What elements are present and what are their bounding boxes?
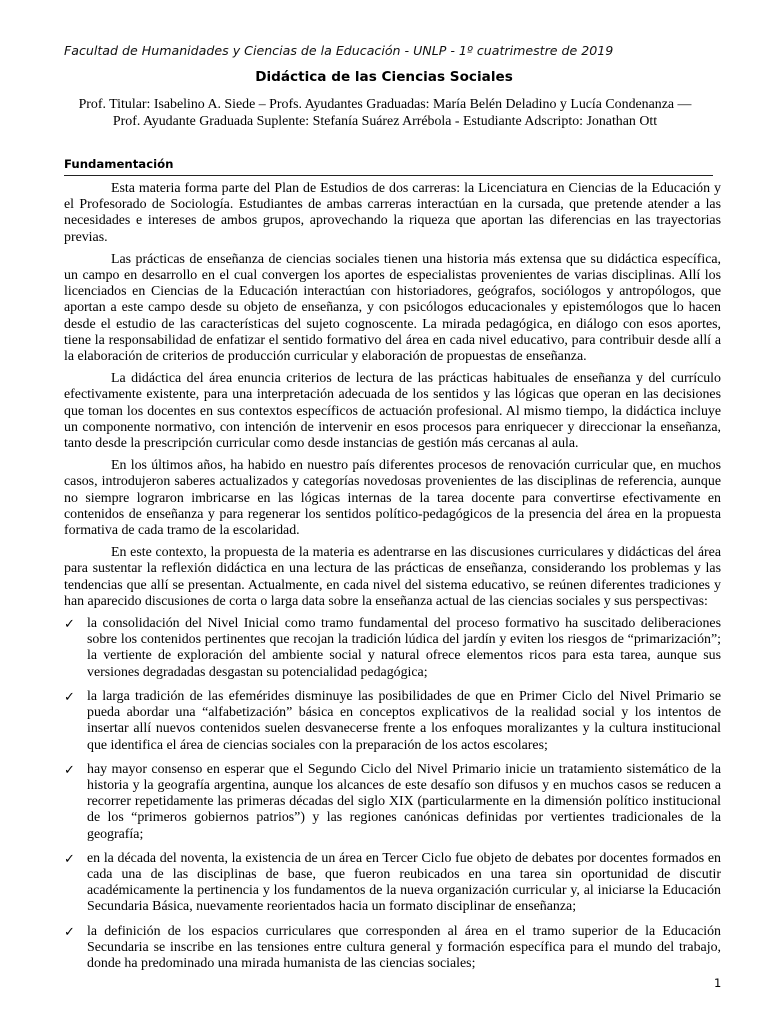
list-item — [64, 851, 721, 916]
checkmark-icon: ✓ — [64, 761, 75, 777]
section-divider — [64, 175, 713, 176]
list-item-text: la definición de los espacios curriculares que corresponden al área en el tramo superior de la Educación Secundaria se inscribe en las tensiones entre cultura general y formación específica para el mundo del trabajo, donde ha predominado una mirada humanista de las ciencias sociales; — [87, 923, 721, 971]
paragraph: Esta materia forma parte del Plan de Estudios de dos carreras: la Licenciatura en Ciencias de la Educación y el Profesorado de Sociología. Estudiantes de ambas carreras interactúan en la cursada, que pretende atender a las necesidades e intereses de ambos grupos, aprovechando la riqueza que aportan las diferencias en las trayectorias previas. — [64, 181, 721, 245]
staff-line-2: Prof. Ayudante Graduada Suplente: Stefanía Suárez Arrébola - Estudiante Adscripto: Jonathan Ott — [112, 114, 658, 129]
staff-line-1: Prof. Titular: Isabelino A. Siede – Profs. Ayudantes Graduadas: María Belén Deladino y Lucía Condenanza — — [78, 97, 692, 112]
checkmark-icon: ✓ — [64, 850, 75, 866]
paragraph: En este contexto, la propuesta de la materia es adentrarse en las discusiones curriculares y didácticas del área para sustentar la reflexión didáctica en una lectura de las prácticas de enseñanza, considerando los problemas y las tendencias que allí se presentan. Actualmente, en cada nivel del sistema educativo, se reúnen diferentes tradiciones y han aparecido discusiones de corta o larga data sobre la enseñanza actual de las ciencias sociales y sus perspectivas: — [64, 545, 721, 609]
section-heading: Fundamentación — [64, 157, 174, 171]
course-title: Didáctica de las Ciencias Sociales — [255, 69, 513, 85]
institution-header: Facultad de Humanidades y Ciencias de la Educación - UNLP - 1º cuatrimestre de 2019 — [64, 43, 614, 58]
list-item — [64, 924, 721, 973]
paragraph: En los últimos años, ha habido en nuestro país diferentes procesos de renovación curricular que, en muchos casos, introdujeron saberes actualizados y categorías novedosas provenientes de las disciplinas de referencia, aunque no siempre lograron imbricarse en las lógicas internas de la tarea docente para convertirse efectivamente en contenidos de enseñanza y para regenerar los sentidos político-pedagógicos de la presencia del área en la propuesta formativa de cada tramo de la escolaridad. — [64, 458, 721, 539]
paragraph: Las prácticas de enseñanza de ciencias sociales tienen una historia más extensa que su didáctica específica, un campo en desarrollo en el cual convergen los aportes de especialistas provenientes de varias disciplinas. Allí los licenciados en Ciencias de la Educación interactúan con historiadores, geógrafos, sociólogos y antropólogos, que aportan a este campo desde su objeto de enseñanza, y con psicólogos educacionales y epistemólogos que lo hacen desde el estudio de las características del sujeto cognoscente. La mirada pedagógica, en diálogo con esos aportes, tiene la responsabilidad de enfatizar el sentido formativo del área en cada nivel educativo, para contribuir desde allí a la elaboración de criterios de producción curricular y elaboración de propuestas de enseñanza. — [64, 251, 721, 365]
staff-list — [60, 96, 710, 130]
perspectives-list — [64, 616, 721, 972]
list-item — [64, 762, 721, 843]
checkmark-icon: ✓ — [64, 923, 75, 939]
list-item-text: la consolidación del Nivel Inicial como tramo fundamental del proceso formativo ha suscitado deliberaciones sobre los contenidos pertinentes que recojan la tradición lúdica del jardín y eviten los riesgos de “primarización”; la vertiente de exploración del ambiente social y natural ofrece elementos ricos para esta tarea, aunque sus versiones degradadas desgastan su potencialidad pedagógica; — [87, 616, 721, 680]
section-body — [64, 181, 721, 980]
list-item — [64, 616, 721, 681]
page-number: 1 — [714, 976, 722, 990]
list-item — [64, 689, 721, 754]
list-item-text: la larga tradición de las efemérides disminuye las posibilidades de que en Primer Ciclo del Nivel Primario se pueda abordar una “alfabetización” básica en conceptos explicativos de la realidad social y los intentos de insertar allí nuevos contenidos suelen desvanecerse frente a los enfoques moralizantes y la cultura institucional que identifica el área de ciencias sociales con la preparación de los actos escolares; — [87, 688, 721, 753]
checkmark-icon: ✓ — [64, 688, 75, 704]
list-item-text: hay mayor consenso en esperar que el Segundo Ciclo del Nivel Primario inicie un tratamiento sistemático de la historia y la geografía argentina, aunque los alcances de este desafío son difusos y en muchos casos se reducen a recorrer repetidamente las primeras décadas del siglo XIX (particularmente en la dimensión político institucional de los “primeros gobiernos patrios”) y las regiones canónicas definidas por vertientes tradicionales de la geografía; — [87, 761, 721, 842]
checkmark-icon: ✓ — [64, 616, 75, 632]
paragraph: La didáctica del área enuncia criterios de lectura de las prácticas habituales de enseñanza y del currículo efectivamente existente, para una interpretación adecuada de los sentidos y las lógicas que operan en las decisiones que toman los docentes en sus contextos específicos de actuación profesional. Al mismo tiempo, la didáctica incluye un componente normativo, con intención de intervenir en esos procesos para enriquecer y direccionar la enseñanza, tanto desde la prescripción curricular como desde instancias de gestión más cercanas al aula. — [64, 371, 721, 452]
list-item-text: en la década del noventa, la existencia de un área en Tercer Ciclo fue objeto de debates por docentes formados en cada una de las disciplinas de base, que fueron reubicados en una tarea sin oportunidad de discutir académicamente la pertinencia y los fundamentos de la nueva organización curricular y, al iniciarse la Educación Secundaria Básica, nuevamente reorientados hacia un formato disciplinar de enseñanza; — [87, 850, 721, 915]
